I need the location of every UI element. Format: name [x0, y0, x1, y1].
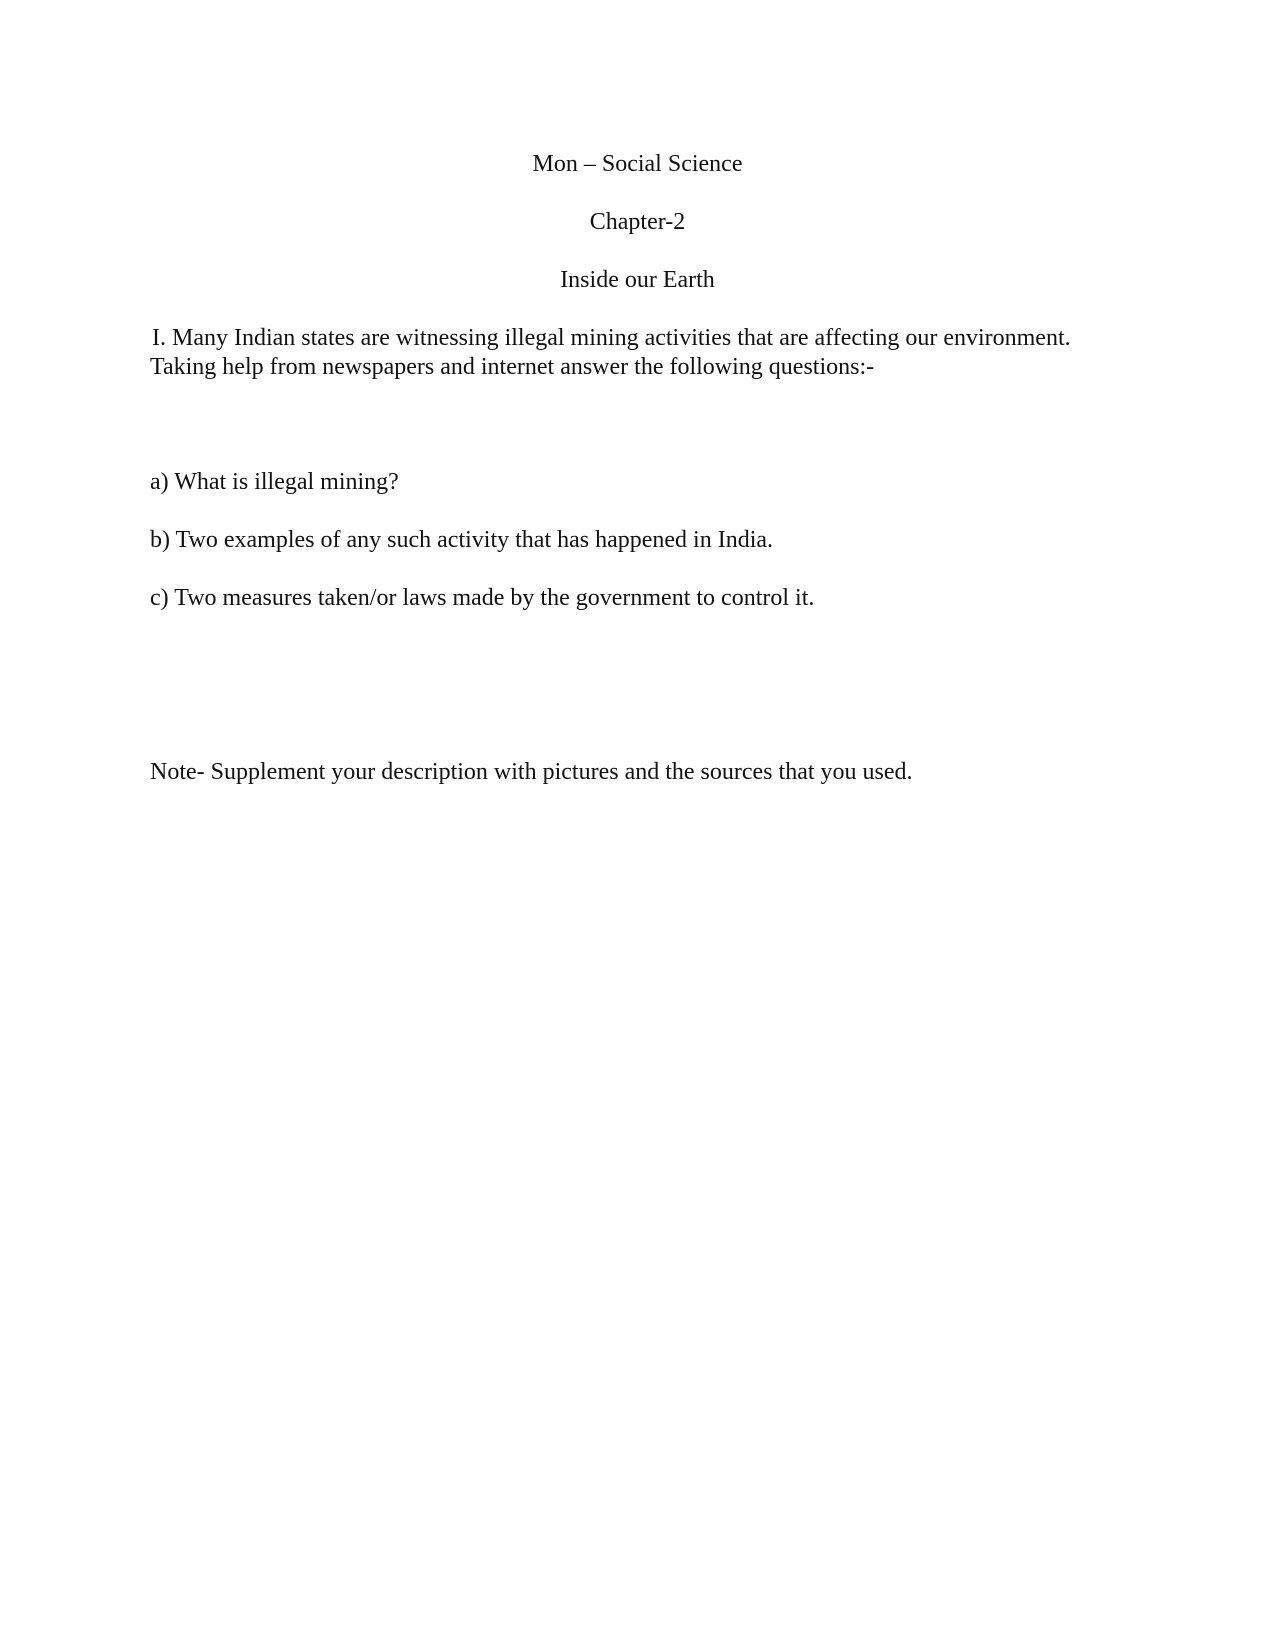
- question-c: c) Two measures taken/or laws made by the government to control it.: [150, 585, 815, 611]
- question-b: b) Two examples of any such activity that has happened in India.: [150, 527, 774, 553]
- chapter-title: Inside our Earth: [560, 267, 715, 293]
- subject-heading: Mon – Social Science: [532, 151, 743, 177]
- note-text: Note- Supplement your description with pictures and the sources that you used.: [150, 759, 913, 785]
- intro-line-1: I. Many Indian states are witnessing illegal mining activities that are affecting our environment.: [152, 325, 1071, 351]
- question-a: a) What is illegal mining?: [150, 469, 399, 495]
- chapter-heading: Chapter-2: [589, 209, 686, 235]
- intro-line-2: Taking help from newspapers and internet answer the following questions:-: [150, 354, 875, 380]
